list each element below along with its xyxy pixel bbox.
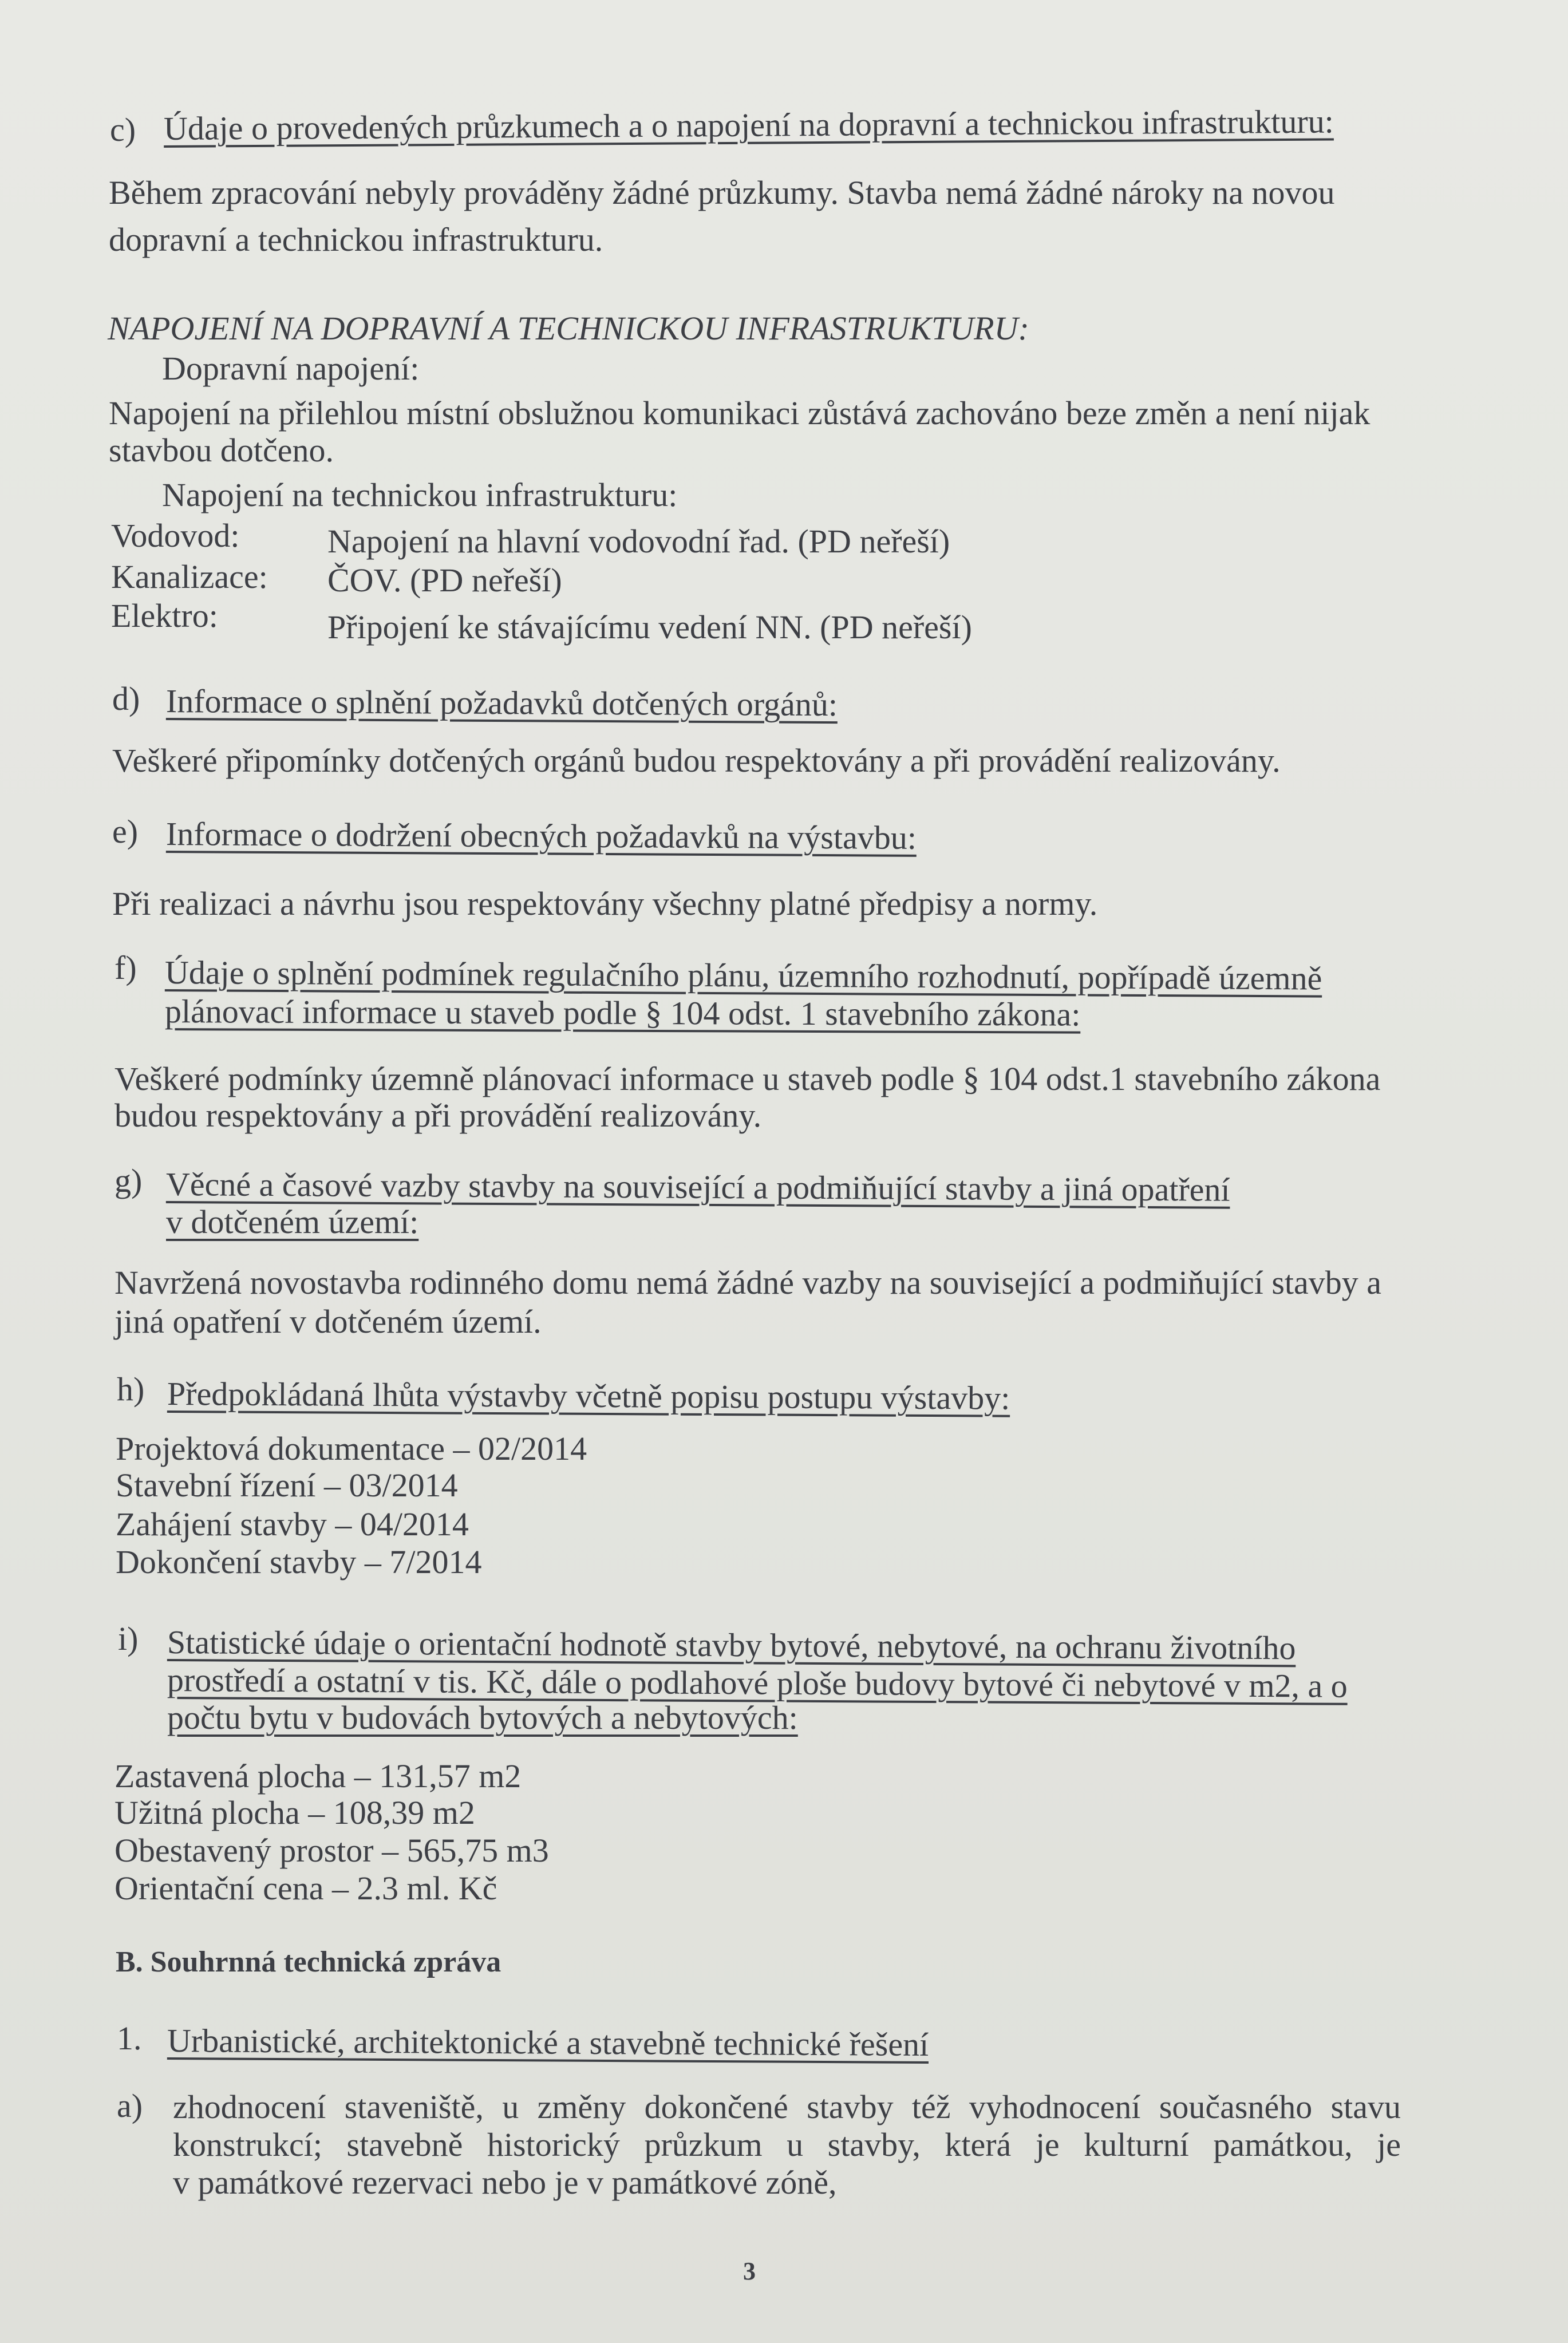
kanalizace-label: Kanalizace: [111, 558, 268, 595]
section-c-body-line-1: Během zpracování nebyly prováděny žádné průzkumy. Stavba nemá žádné nároky na novou [109, 174, 1335, 211]
schedule-item: Zahájení stavby – 04/2014 [116, 1506, 469, 1543]
section-f-marker: f) [114, 949, 137, 986]
section-g-body-line-1: Navržená novostavba rodinného domu nemá žádné vazby na související a podmiňující stavby a [114, 1264, 1382, 1301]
section-f-heading-line-1: Údaje o splnění podmínek regulačního plánu, územního rozhodnutí, popřípadě územně [164, 954, 1322, 997]
section-i-heading-line-3: počtu bytu v budovách bytových a nebytových: [167, 1699, 798, 1736]
section-g-marker: g) [114, 1162, 143, 1199]
section-e-body: Při realizaci a návrhu jsou respektovány všechny platné předpisy a normy. [112, 885, 1098, 922]
page-number: 3 [743, 2257, 756, 2285]
section-f-heading-line-2: plánovací informace u staveb podle § 104 odst. 1 stavebního zákona: [164, 993, 1081, 1033]
schedule-item: Projektová dokumentace – 02/2014 [116, 1430, 587, 1467]
elektro-label: Elektro: [111, 597, 218, 634]
part-b-sub-marker: 1. [117, 2020, 142, 2057]
section-d-body: Veškeré připomínky dotčených orgánů budou respektovány a při provádění realizovány. [112, 742, 1281, 779]
section-g-body-line-2: jiná opatření v dotčeném území. [114, 1303, 542, 1340]
vodovod-label: Vodovod: [111, 517, 240, 554]
vodovod-value: Napojení na hlavní vodovodní řad. (PD neřeší) [327, 523, 950, 560]
schedule-item: Stavební řízení – 03/2014 [116, 1467, 458, 1504]
section-e-heading: Informace o dodržení obecných požadavků na výstavbu: [165, 815, 917, 856]
part-b-sub-heading: Urbanistické, architektonické a stavebně technické řešení [167, 2022, 929, 2063]
section-d-marker: d) [112, 680, 140, 717]
schedule-item: Dokončení stavby – 7/2014 [116, 1543, 482, 1581]
stat-item: Orientační cena – 2.3 ml. Kč [114, 1870, 497, 1907]
section-i-heading-line-2: prostředí a ostatní v tis. Kč, dále o podlahové ploše budovy bytové či nebytové v m2, a o [167, 1661, 1348, 1705]
doprava-label: Dopravní napojení: [162, 350, 420, 387]
napojeni-title: NAPOJENÍ NA DOPRAVNÍ A TECHNICKOU INFRASTRUKTURU: [108, 310, 1029, 347]
kanalizace-value: ČOV. (PD neřeší) [327, 562, 562, 599]
section-f-body-line-2: budou respektovány a při provádění realizovány. [114, 1097, 762, 1134]
part-b-a-line-1: zhodnocení staveniště, u změny dokončené stavby též vyhodnocení současného stavu [173, 2088, 1401, 2125]
part-b-a-line-2: konstrukcí; stavebně historický průzkum u stavby, která je kulturní památkou, je [173, 2126, 1401, 2163]
section-h-heading: Předpokládaná lhůta výstavby včetně popisu postupu výstavby: [167, 1375, 1010, 1417]
section-i-marker: i) [118, 1620, 139, 1657]
section-g-heading-line-2: v dotčeném území: [166, 1203, 419, 1240]
section-f-body-line-1: Veškeré podmínky územně plánovací informace u staveb podle § 104 odst.1 stavebního zákona [114, 1060, 1381, 1097]
section-g-heading-line-1: Věcné a časové vazby stavby na související a podmiňující stavby a jiná opatření [165, 1165, 1230, 1208]
doprava-text-line-2: stavbou dotčeno. [109, 432, 334, 469]
section-c-heading: Údaje o provedených průzkumech a o napojení na dopravní a technickou infrastrukturu: [163, 102, 1334, 147]
stat-item: Obestavený prostor – 565,75 m3 [114, 1832, 549, 1869]
elektro-value: Připojení ke stávajícímu vedení NN. (PD neřeší) [327, 609, 972, 646]
tech-label: Napojení na technickou infrastrukturu: [162, 476, 678, 513]
section-e-marker: e) [112, 813, 139, 850]
section-c-body-line-2: dopravní a technickou infrastrukturu. [109, 221, 603, 258]
stat-item: Užitná plocha – 108,39 m2 [114, 1794, 475, 1831]
section-i-heading-line-1: Statistické údaje o orientační hodnotě stavby bytové, nebytové, na ochranu životního [167, 1623, 1296, 1667]
stat-item: Zastavená plocha – 131,57 m2 [114, 1757, 522, 1795]
part-b-a-marker: a) [117, 2087, 143, 2124]
section-d-heading: Informace o splnění požadavků dotčených orgánů: [165, 682, 838, 724]
part-b-title: B. Souhrnná technická zpráva [116, 1946, 501, 1978]
section-h-marker: h) [117, 1370, 145, 1408]
section-c-marker: c) [110, 111, 136, 148]
part-b-a-line-3: v památkové rezervaci nebo je v památkové zóně, [173, 2164, 837, 2201]
doprava-text-line-1: Napojení na přilehlou místní obslužnou komunikaci zůstává zachováno beze změn a není nijak [109, 394, 1370, 432]
